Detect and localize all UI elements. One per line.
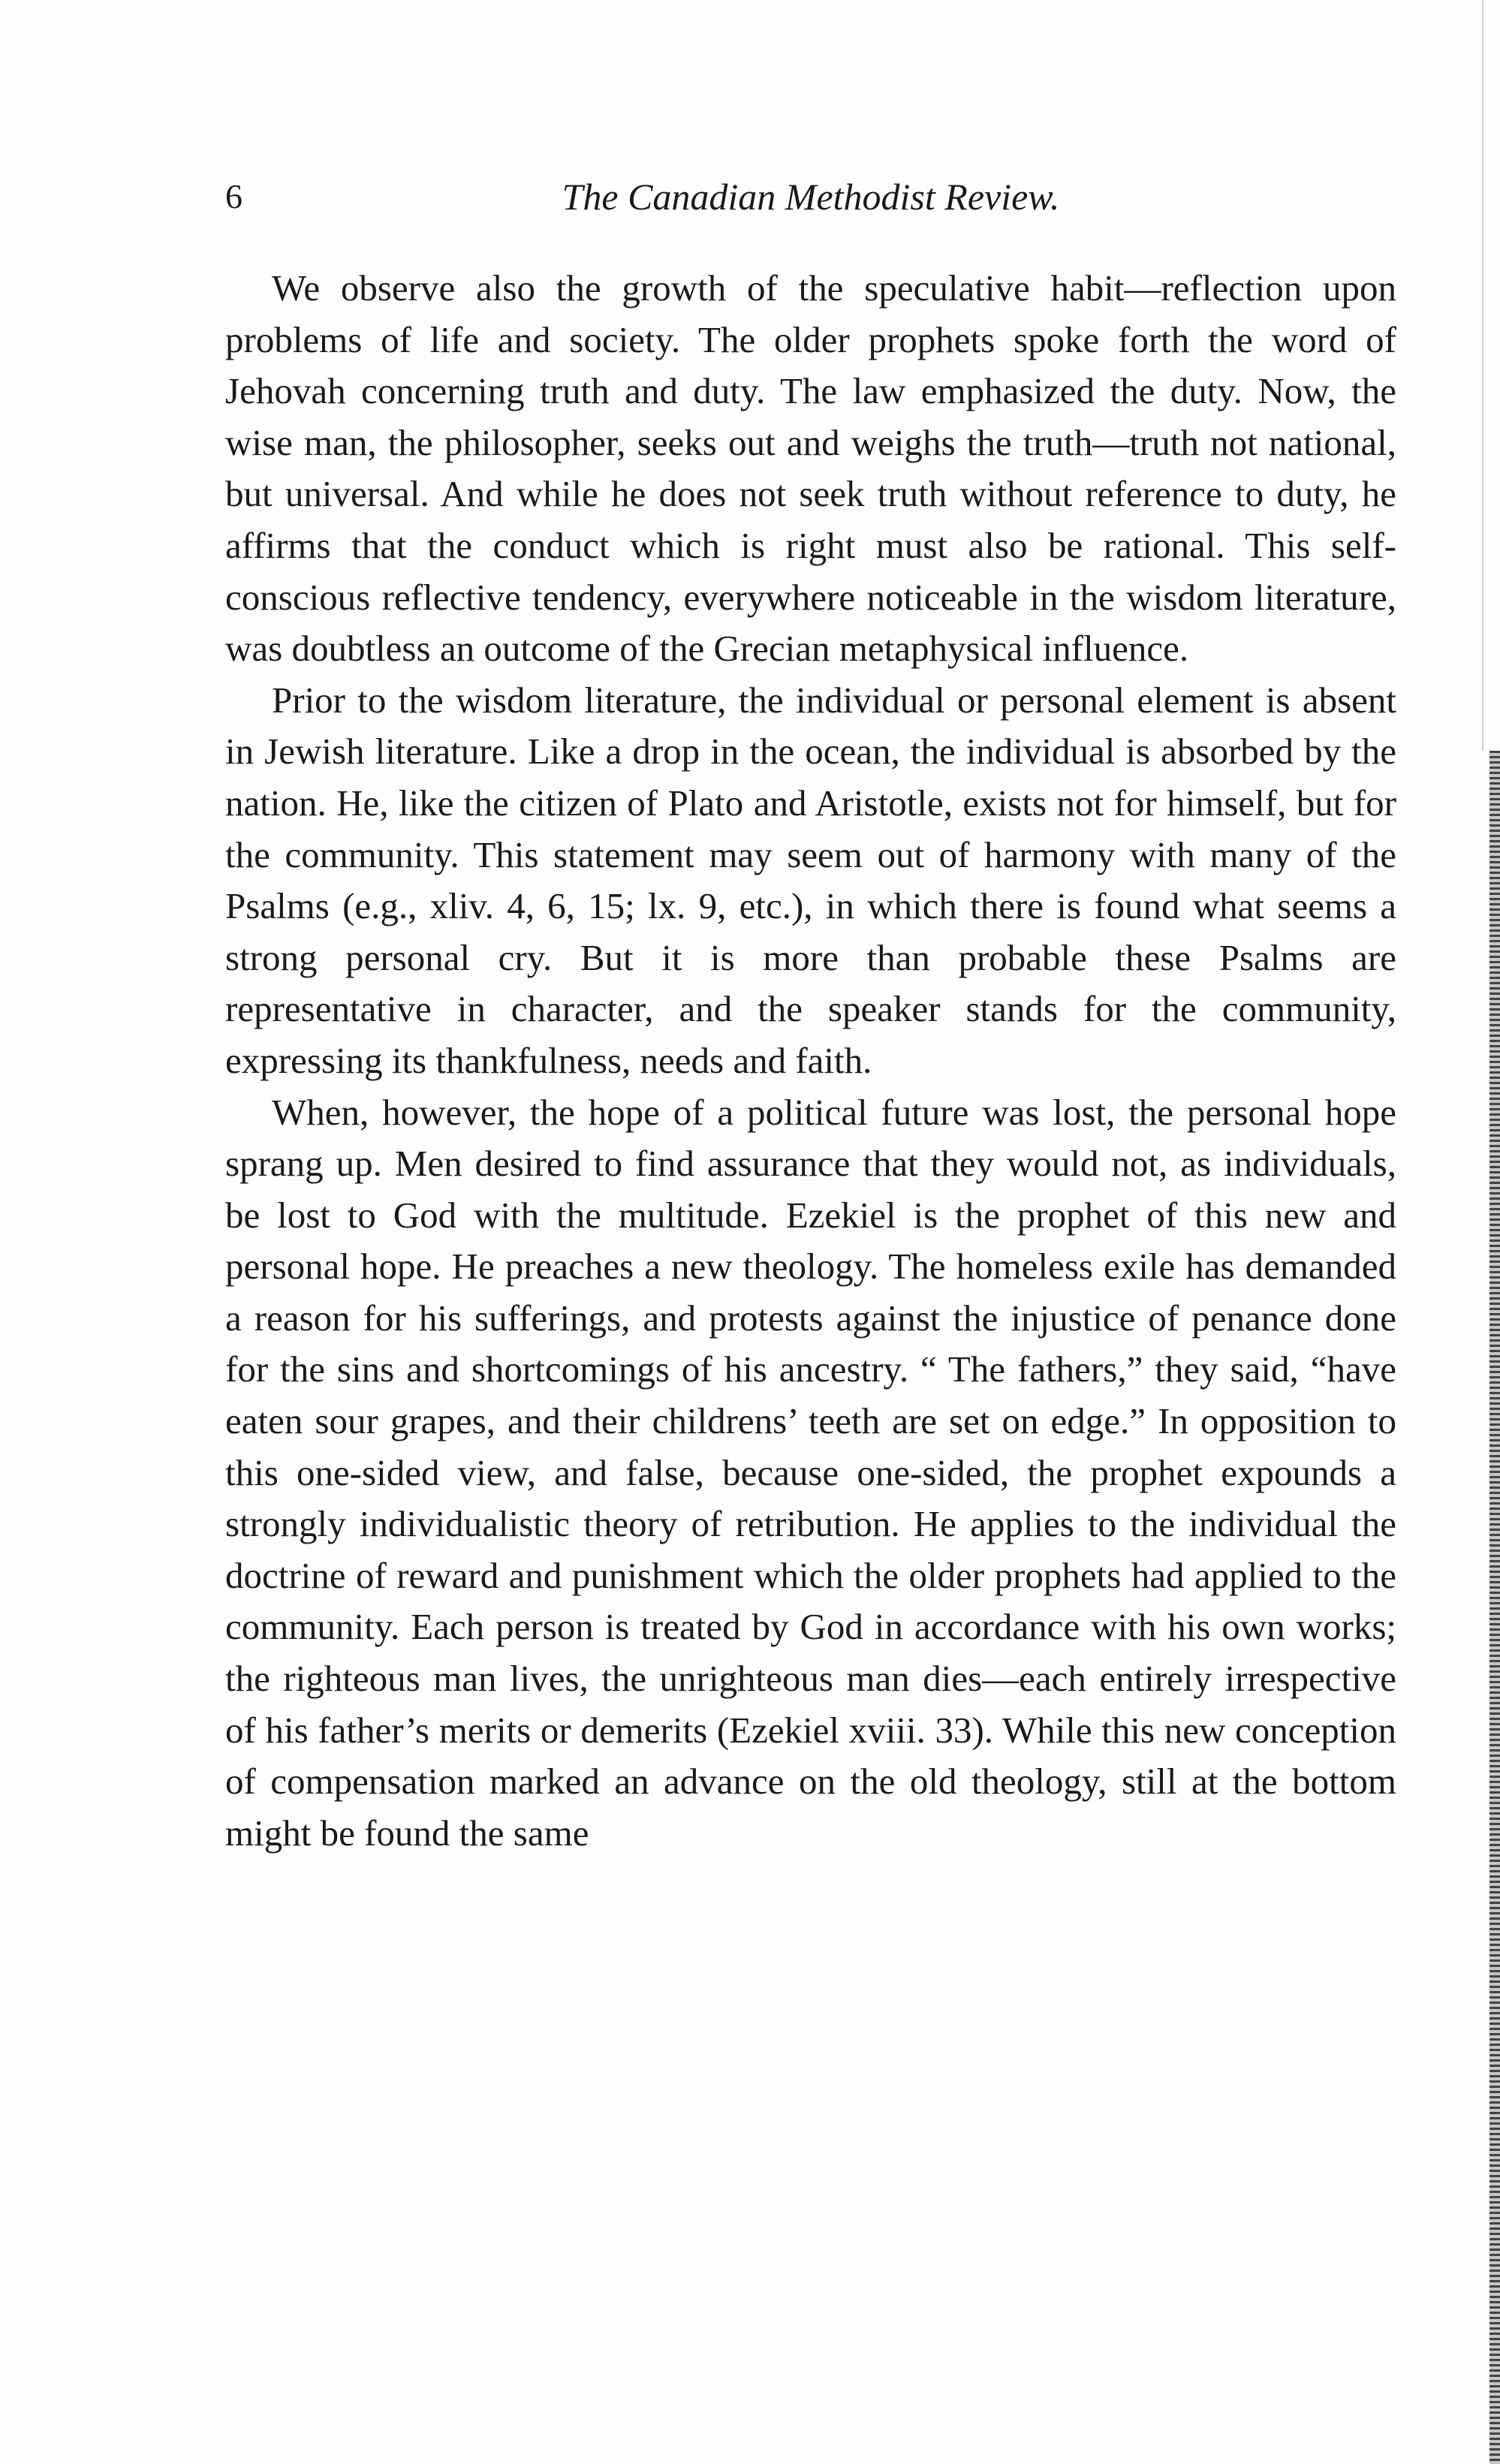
- page-number: 6: [225, 177, 242, 215]
- page-header: [225, 174, 1396, 234]
- paragraph-individual-element: Prior to the wisdom literature, the individual or personal element is absent in Jewish literature. Like a drop in the ocean, the individual is absorbed by the nation. He, like the citizen of Plato and Aristotle, exists not for himself, but for the community. This statement may seem out of harmony with many of the Psalms (e.g., xliv. 4, 6, 15; lx. 9, etc.), in which there is found what seems a strong personal cry. But it is more than probable these Psalms are representative in character, and the speaker stands for the community, expressing its thankfulness, needs and faith.: [225, 679, 1396, 1081]
- body-text: [225, 263, 1396, 1859]
- running-title: The Canadian Methodist Review.: [562, 176, 1060, 218]
- page-edge-line: [1482, 0, 1483, 751]
- binding-edge-shadow: [1489, 751, 1500, 2464]
- paragraph-speculative-habit: We observe also the growth of the speculative habit—reflection upon problems of life and society. The older prophets spoke forth the word of Jehovah concerning truth and duty. The law emphasized the duty. Now, the wise man, the philosopher, seeks out and weighs the truth—truth not national, but universal. And while he does not seek truth without reference to duty, he affirms that the conduct which is right must also be rational. This self-conscious reflective tendency, everywhere noticeable in the wisdom literature, was doubtless an outcome of the Grecian metaphysical influence.: [225, 267, 1396, 670]
- paragraph-personal-hope: When, however, the hope of a political future was lost, the personal hope sprang up. Men desired to find assurance that they would not, as individuals, be lost to God with the multitude. Ezekiel is the prophet of this new and personal hope. He preaches a new theology. The homeless exile has demanded a reason for his sufferings, and protests against the injustice of penance done for the sins and shortcomings of his ancestry. “ The fathers,” they said, “have eaten sour grapes, and their childrens’ teeth are set on edge.” In opposition to this one-sided view, and false, because one-sided, the prophet expounds a strongly individualistic theory of retribution. He applies to the individual the doctrine of reward and punishment which the older prophets had applied to the community. Each person is treated by God in accordance with his own works; the righteous man lives, the unrighteous man dies—each entirely irrespective of his father’s merits or demerits (Ezekiel xviii. 33). While this new conception of compensation marked an advance on the old theology, still at the bottom might be found the same: [225, 1091, 1396, 1854]
